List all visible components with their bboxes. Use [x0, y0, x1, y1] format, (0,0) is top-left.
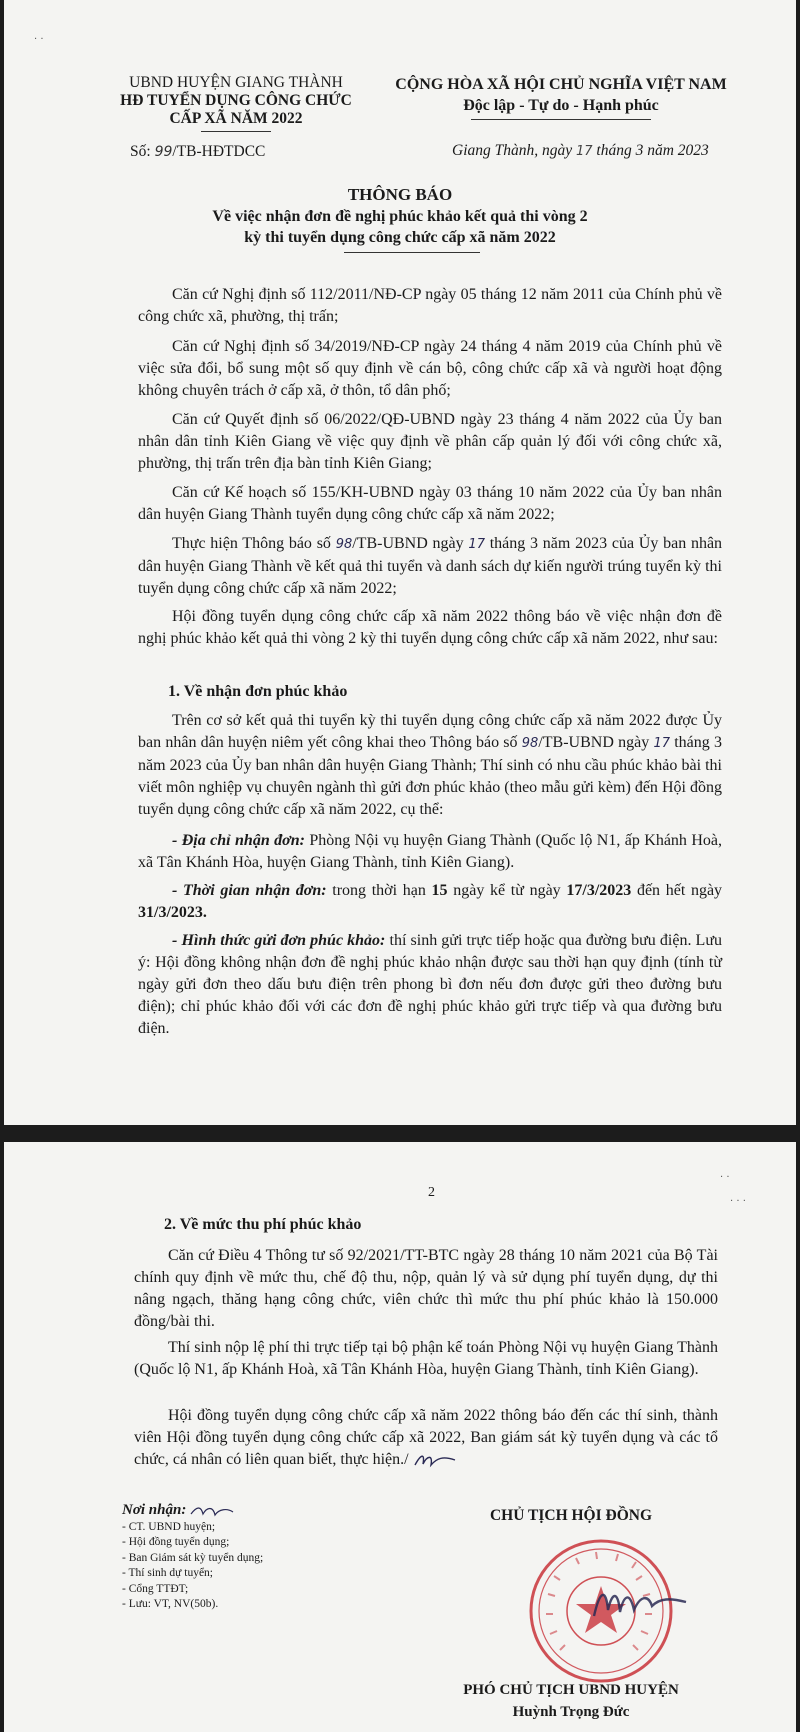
- paragraph-legal-basis-2: Căn cứ Nghị định số 34/2019/NĐ-CP ngày 24 tháng 4 năm 2019 của Chính phủ về việc sửa đổi, bổ sung một số quy định về cán bộ, công chức cấp xã và người hoạt động không chuyên trách ở cấp xã, ở thôn, tổ dân phố;: [138, 338, 722, 399]
- paragraph-legal-basis-1: Căn cứ Nghị định số 112/2011/NĐ-CP ngày 05 tháng 12 năm 2011 của Chính phủ về công chức xã, phường, thị trấn;: [138, 286, 722, 325]
- initials-signature-icon: [413, 1450, 457, 1470]
- initials-signature-icon: [189, 1504, 235, 1518]
- handwritten-day: 17: [653, 736, 670, 751]
- section-1-address: - Địa chỉ nhận đơn: Phòng Nội vụ huyện Giang Thành (Quốc lộ N1, ấp Khánh Hoà, xã Tân Khánh Hòa, huyện Giang Thành, tỉnh Kiên Giang).: [138, 832, 722, 871]
- scan-mark: · · ·: [730, 1196, 746, 1207]
- handwritten-day: 17: [468, 537, 485, 552]
- national-title: CỘNG HÒA XÃ HỘI CHỦ NGHĨA VIỆT NAM: [395, 76, 727, 93]
- recipient-item: - Hội đồng tuyển dụng;: [122, 1536, 230, 1548]
- page-number: 2: [428, 1185, 435, 1200]
- number-handwritten: 99: [154, 144, 173, 160]
- section-2-paragraph-3: Hội đồng tuyển dụng công chức cấp xã năm 2022 thông báo đến các thí sinh, thành viên Hội đồng tuyển dụng công chức cấp xã 2022, Ban giám sát kỳ tuyển dụng và các tổ chức, cá nhân có liên quan biết, thực hiện./: [134, 1405, 718, 1471]
- agency-line-2: HĐ TUYỂN DỤNG CÔNG CHỨC: [120, 92, 352, 109]
- paragraph-legal-basis-3: Căn cứ Quyết định số 06/2022/QĐ-UBND ngày 23 tháng 4 năm 2022 của Ủy ban nhân dân tỉnh Kiên Giang về việc quy định về phân cấp quản lý đối với công chức xã, phường, thị trấn trên địa bàn tỉnh Kiên Giang;: [138, 411, 722, 472]
- signer-role: CHỦ TỊCH HỘI ĐỒNG: [489, 1507, 653, 1524]
- section-1-heading: 1. Về nhận đơn phúc khảo: [168, 683, 348, 700]
- document-number: [130, 143, 265, 161]
- title-line-1: THÔNG BÁO: [347, 185, 453, 204]
- section-1-time: - Thời gian nhận đơn: trong thời hạn 15 ngày kể từ ngày 17/3/2023 đến hết ngày 31/3/2023.: [138, 882, 723, 921]
- title-line-2: Về việc nhận đơn đề nghị phúc khảo kết quả thi vòng 2: [212, 208, 588, 225]
- scan-mark: · ·: [720, 1172, 730, 1183]
- paragraph-legal-basis-4: Căn cứ Kế hoạch số 155/KH-UBND ngày 03 tháng 10 năm 2022 của Ủy ban nhân dân huyện Giang Thành tuyển dụng công chức cấp xã năm 2022;: [138, 484, 722, 523]
- signer-position: PHÓ CHỦ TỊCH UBND HUYỆN: [463, 1682, 679, 1698]
- section-2-paragraph-2: Thí sinh nộp lệ phí thi trực tiếp tại bộ phận kế toán Phòng Nội vụ huyện Giang Thành (Quốc lộ N1, ấp Khánh Hoà, xã Tân Khánh Hòa, huyện Giang Thành, tỉnh Kiên Giang).: [134, 1339, 718, 1378]
- signer-name: Huỳnh Trọng Đức: [512, 1704, 630, 1720]
- section-2-paragraph-1: Căn cứ Điều 4 Thông tư số 92/2021/TT-BTC ngày 28 tháng 10 năm 2021 của Bộ Tài chính quy định về mức thu, chế độ thu, nộp, quản lý và sử dụng phí tuyển dụng, dự thi nâng ngạch, thăng hạng công chức, viên chức thì mức thu phí phúc khảo là 150.000 đồng/bài thi.: [134, 1247, 718, 1330]
- number-suffix: /TB-HĐTDCC: [172, 143, 266, 160]
- number-prefix: Số:: [130, 143, 151, 160]
- issue-date: [452, 142, 709, 160]
- agency-line-3: CẤP XÃ NĂM 2022: [169, 110, 303, 127]
- agency-line-1: UBND HUYỆN GIANG THÀNH: [129, 74, 343, 91]
- recipient-item: - Thí sinh dự tuyển;: [122, 1567, 213, 1579]
- date-prefix: Giang Thành, ngày: [452, 142, 573, 159]
- date-suffix: tháng 3 năm 2023: [596, 142, 709, 159]
- title-line-3: kỳ thi tuyển dụng công chức cấp xã năm 2022: [244, 229, 556, 246]
- agency-underline: [201, 131, 271, 132]
- document-page-1: [4, 0, 796, 1125]
- recipients-list: [122, 1503, 263, 1613]
- recipient-item: - Ban Giám sát kỳ tuyển dụng;: [122, 1551, 264, 1564]
- agency-header: [116, 74, 356, 132]
- national-header: [376, 74, 746, 120]
- section-1-paragraph: Trên cơ sở kết quả thi tuyển kỳ thi tuyển dụng công chức cấp xã năm 2022 được Ủy ban nhân dân huyện niêm yết công khai theo Thông báo số 98/TB-UBND ngày 17 tháng 3 năm 2023 của Ủy ban nhân dân huyện Giang Thành; Thí sinh có nhu cầu phúc khảo bài thi viết môn nghiệp vụ chuyên ngành thì gửi đơn phúc khảo (theo mẫu gửi kèm) đến Hội đồng tuyển dụng công chức cấp xã năm 2022, cụ thể:: [138, 712, 722, 818]
- section-1-submission-method: - Hình thức gửi đơn phúc khảo: thí sinh gửi trực tiếp hoặc qua đường bưu điện. Lưu ý: Hội đồng không nhận đơn đề nghị phúc khảo nhận được sau thời hạn quy định (tính từ ngày gửi đơn theo dấu bưu điện trên phong bì đơn nếu đơn được gửi theo đường bưu điện); chỉ phúc khảo đối với các đơn đề nghị phúc khảo gửi trực tiếp và qua đường bưu điện.: [138, 932, 723, 1037]
- date-day-handwritten: 17: [576, 144, 593, 159]
- national-motto: Độc lập - Tự do - Hạnh phúc: [463, 97, 659, 114]
- handwritten-number: 98: [335, 537, 353, 552]
- paragraph-implementation: Thực hiện Thông báo số 98/TB-UBND ngày 17 tháng 3 năm 2023 của Ủy ban nhân dân huyện Giang Thành về kết quả thi tuyển và danh sách dự kiến người trúng tuyển kỳ thi tuyển dụng công chức cấp xã năm 2022;: [138, 535, 723, 597]
- recipients-label: Nơi nhận:: [122, 1503, 263, 1520]
- handwritten-signature-icon: [590, 1580, 690, 1628]
- recipient-item: - CT. UBND huyện;: [122, 1520, 216, 1533]
- motto-underline: [471, 119, 651, 120]
- recipient-item: - Lưu: VT, NV(50b).: [122, 1598, 219, 1610]
- title-underline: [344, 252, 480, 253]
- handwritten-number: 98: [521, 736, 539, 751]
- scan-mark: · ·: [34, 34, 44, 45]
- recipient-item: - Cổng TTĐT;: [122, 1582, 189, 1595]
- section-2-heading: 2. Về mức thu phí phúc khảo: [164, 1216, 362, 1233]
- paragraph-council-notice: Hội đồng tuyển dụng công chức cấp xã năm 2022 thông báo về việc nhận đơn đề nghị phúc khảo kết quả thi vòng 2 kỳ thi tuyển dụng công chức cấp xã năm 2022, như sau:: [138, 608, 722, 647]
